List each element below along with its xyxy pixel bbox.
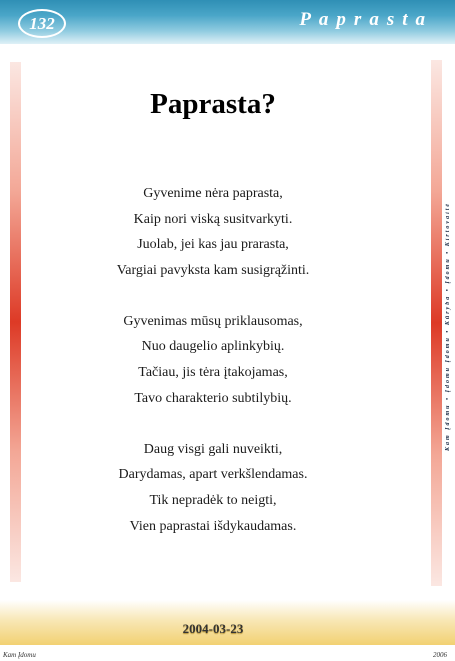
poem-line: Gyvenimas mūsų priklausomas,	[123, 313, 303, 329]
poem-line: Juolab, jei kas jau prarasta,	[137, 237, 289, 253]
stanza-3	[60, 440, 366, 543]
poem-line: Tik nepradėk to neigti,	[149, 492, 277, 508]
side-vertical-text: Kam Įdomu • Įdomu Įdomu • Kūryba • Įdomu • Kirtovaitė	[445, 201, 451, 451]
stanza-1	[60, 184, 366, 287]
poem-body	[60, 184, 366, 567]
footer-right-text: 2006	[433, 651, 447, 659]
poem-line: Vargiai pavyksta kam susigrąžinti.	[116, 263, 310, 279]
poem-line: Gyvenime nėra paprasta,	[143, 186, 283, 201]
poem-title: Paprasta?	[150, 88, 276, 120]
poem-line: Nuo daugelio aplinkybių.	[141, 339, 285, 355]
logo: 132	[18, 9, 66, 38]
poem-line: Darydamas, apart verkšlendamas.	[118, 467, 308, 483]
poem-line: Kaip nori viską susitvarkyti.	[133, 211, 293, 227]
header-title: Paprasta	[299, 9, 433, 30]
poem-date: 2004-03-23	[182, 621, 244, 636]
footer-left-text: Kam Įdomu	[3, 651, 36, 659]
poem-line: Tavo charakterio subtilybių.	[134, 390, 292, 406]
poem-line: Daug visgi gali nuveikti,	[143, 441, 283, 457]
poem-line: Tačiau, jis tėra įtakojamas,	[138, 365, 288, 381]
left-decorative-stripe	[10, 62, 21, 582]
poem-line: Vien paprastai išdykaudamas.	[129, 518, 297, 534]
stanza-2	[60, 312, 366, 415]
header-bar	[0, 0, 455, 44]
right-decorative-stripe	[431, 60, 442, 586]
